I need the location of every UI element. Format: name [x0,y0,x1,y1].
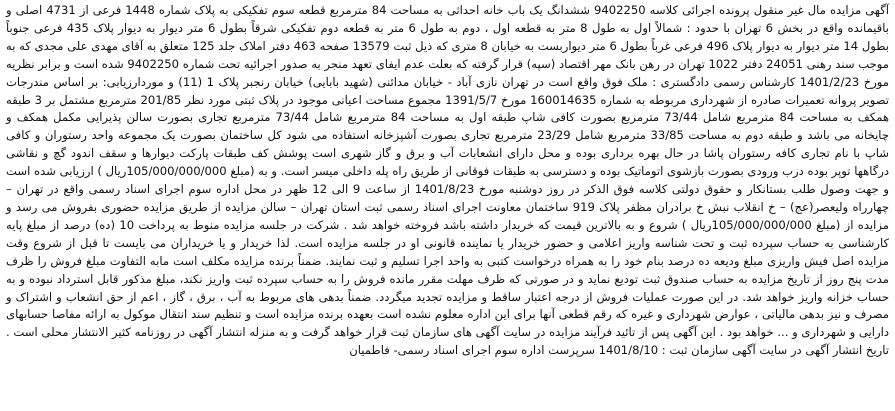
auction-notice-text: آگهی مزایده مال غیر منقول پرونده اجرائی کلاسه 9402250 ششدانگ یک باب خانه احداثی به مساحت 84 مترمربع قطعه سوم تفکیکی به پلاک شماره 1448 فرعی از 4731 اصلی و باقیمانده واقع در بخش 6 تهران با حدود : شمالاً اول به طول 8 متر به قطعه اول ، دوم به طول 6 متر به قطعه دوم تفکیکی شرقاً بطول 6 متر دیوار به دیوار پلاک 435 فرعی جنوباً بطول 14 متر دیوار به دیوار پلاک 496 فرعی غرباً بطول 6 متر دیواربست به خیابان 8 متری که ذیل ثبت 13579 صفحه 463 دفتر املاک جلد 125 متعلق به آقای مهدی علی مجدی که به موجب سند رهنی 24051 دفتر 1022 تهران در رهن بانک مهر اقتصاد (سپه) قرار گرفته که بعلت عدم ایفای تعهد منجر به صدور اجرائیه تحت شماره 9402250 شده است و برابر نظریه مورخ 1401/2/23 کارشناس رسمی دادگستری : ملک فوق واقع است در تهران نازی آباد - خیابان مدائنی (شهید بابایی) خیابان رنجبر پلاک 1 (11) و موردارزیابی: بر اساس مندرجات تصویر پروانه تعمیرات صادره از شهرداری مربوطه به شماره 160014635 مورخ 1391/5/7 مجموع مساحت اعیانی موجود در پلاک ثبتی مورد نظر 201/85 مترمربع مشتمل بر 3 طبقه همکف به مساحت 84 مترمربع شامل 73/44 مترمربع بصورت کافی شاپ طبقه اول به مساحت 84 مترمربع شامل 73/44 مترمربع تجاری بصورت سالن پذیرایی مکمل همکف و چایخانه می باشد و طبقه دوم به مساحت 33/85 مترمربع شامل 23/29 مترمربع تجاری بصورت آشپزخانه استفاده می شود کل ساختمان بصورت یک مجموعه واحد رستوران و کافی شاپ با نام تجاری کافه رستوران پاشا در حال بهره برداری بوده و محل دارای انشعابات آب و برق و گاز شهری است پوشش کف طبقات پارکت دیوارها و سقف اندود گچ و نقاشی درگاهها توپر بوده درب ورودی بصورت بازشوی اتوماتیک بوده و دسترسی به طبقات فوقانی از طریق راه پله داخلی میسر است. و به (مبلغ 105/000/000/000ریال ) ارزیابی شده است و جهت وصول طلب بستانکار و حقوق دولتی کلاسه فوق الذکر در روز دوشنبه مورخ 1401/8/23 از ساعت 9 الی 12 ظهر در محل اداره سوم اجرای اسناد رسمی واقع در تهران – چهارراه ولیعصر(عج) – خ انقلاب نبش خ برادران مظفر پلاک 919 ساختمان معاونت اجرای اسناد رسمی ثبت استان تهران – سالن مزایده از طریق مزایده حضوری بفروش می رسد و مزایده از (مبلغ 105/000/000/000ریال ) شروع و به بالاترین قیمت که خریدار داشته باشد فروخته خواهد شد . شرکت در جلسه مزایده منوط به پرداخت 10 (ده) درصد از مبلغ پایه کارشناسی به حساب سپرده ثبت و تحت شناسه واریز اعلامی و حضور خریدار یا نماینده قانونی او در جلسه مزایده است. لذا خریدار و یا خریداران می بایست تا قبل از شروع وقت مزایده اصل فیش واریزی مبلغ ودیعه ده درصد بنام خود را به همراه درخواست کتبی به واحد اجرا تسلیم و ثبت نمایند. ضمناً برنده مزایده مکلف است مابه التفاوت مبلغ فروش را ظرف مدت پنج روز از تاریخ مزایده به حساب صندوق ثبت تودیع نماید و در صورتی که ظرف مهلت مقرر مانده فروش را به حساب سپرده ثبت واریز نکند، مبلغ مذکور قابل استرداد نبوده و به حساب خزانه واریز خواهد شد. در این صورت عملیات فروش از درجه اعتبار ساقط و مزایده تجدید میگردد. ضمناً بدهی های مربوط به آب ، برق ، گاز ، اعم از حق انشعاب و اشتراک و مصرف و نیز بدهی مالیاتی ، عوارض شهرداری و غیره که رقم قطعی آنها برای این اداره معلوم نشده است بعهده برنده مزایده است و تنظیم سند انتقال موکول به ارائه مفاصا حسابهای دارایی و شهرداری و ... خواهد بود . این آگهی پس از تائید فرآیند مزایده در سایت آگهی های سازمان ثبت قرار خواهد گرفت و به منزله انتشار آگهی در روزنامه کثیر الانتشار محلی است . تاریخ انتشار آگهی در سایت آگهی سازمان ثبت : 1401/8/10 سرپرست اداره سوم اجرای اسناد رسمی- فاطمیان [0,0,895,411]
